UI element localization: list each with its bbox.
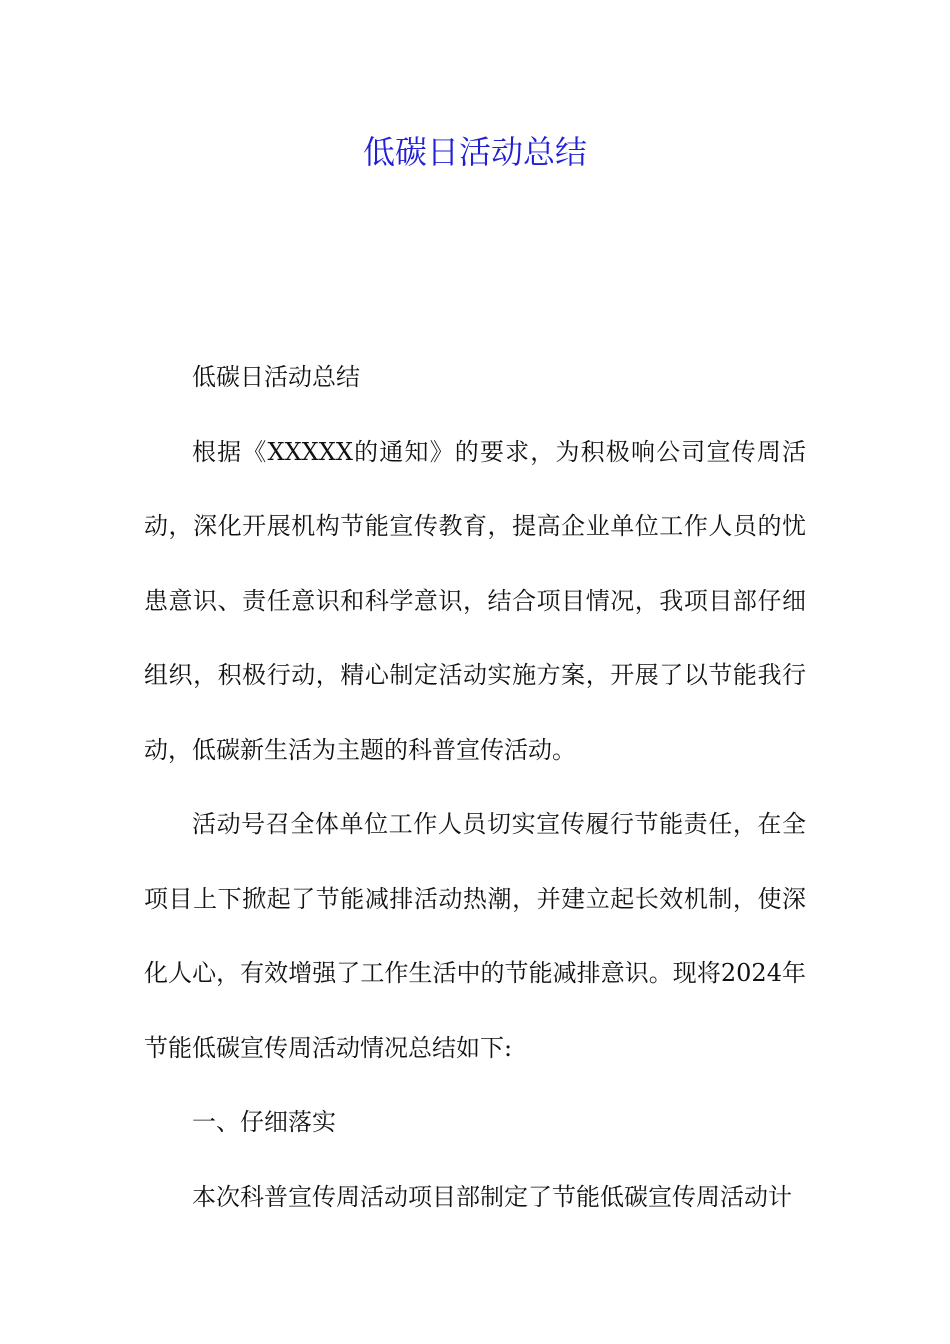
section-heading-1: 一、仔细落实 (192, 1108, 336, 1136)
paragraph-activity: 活动号召全体单位工作人员切实宣传履行节能责任，在全项目上下掀起了节能减排活动热潮，并建立起长效机制，使深化人心，有效增强了工作生活中的节能减排意识。现将2024年节能低碳宣传周活动情况总结如下: (144, 810, 806, 1062)
document-body (144, 340, 806, 1234)
paragraph-subtitle: 低碳日活动总结 (192, 363, 360, 391)
document-title: 低碳日活动总结 (362, 133, 587, 171)
paragraph-section-1: 本次科普宣传周活动项目部制定了节能低碳宣传周活动计 (192, 1182, 792, 1211)
paragraph-intro: 根据《XXXXX的通知》的要求，为积极响公司宣传周活动，深化开展机构节能宣传教育，提高企业单位工作人员的忧患意识、责任意识和科学意识，结合项目情况，我项目部仔细组织，积极行动，精心制定活动实施方案，开展了以节能我行动，低碳新生活为主题的科普宣传活动。 (144, 437, 806, 764)
